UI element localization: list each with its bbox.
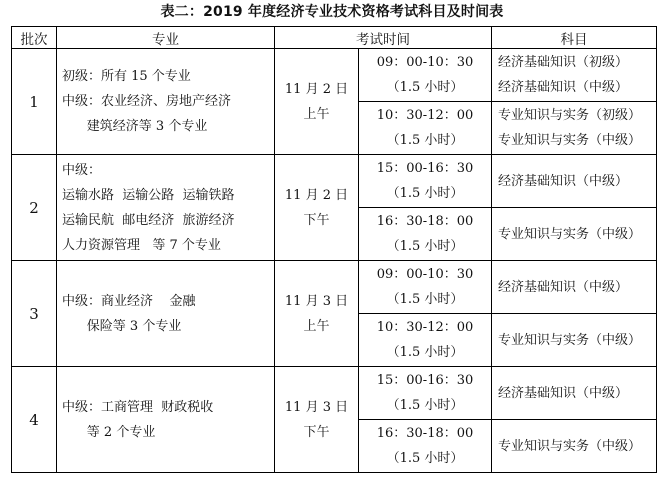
major-line: 等 2 个专业 [62,424,156,440]
exam-date-day: 11 月 2 日 [284,81,349,97]
session-subjects [492,155,657,208]
session-time-range: 15：00-16：30 [376,161,474,176]
session-time [359,155,492,208]
session-subjects [492,102,657,155]
session-subjects [492,261,657,314]
session-time-range: 10：30-12：00 [376,320,474,335]
header-major: 专业 [57,27,275,49]
exam-date [275,261,359,367]
session-time-range: 16：30-18：00 [376,214,474,229]
session-time [359,367,492,420]
batch-majors [57,367,275,473]
session-time [359,261,492,314]
subject-item: 经济基础知识（中级） [498,385,629,401]
major-line: 中级：农业经济、房地产经济 [62,94,232,109]
major-line: 中级：商业经济 金融 [62,293,196,309]
session-time [359,208,492,261]
session-time-range: 09：00-10：30 [376,267,474,282]
exam-date-period: 下午 [303,212,330,228]
batch-number: 2 [12,155,57,261]
subject-item: 专业知识与实务（初级） [498,108,642,123]
session-duration: （1.5 小时） [386,80,464,95]
session-subjects [492,314,657,367]
session-time [359,420,492,473]
header-batch: 批次 [12,27,57,49]
header-exam-time: 考试时间 [275,27,492,49]
exam-date-period: 上午 [303,106,330,122]
exam-date-day: 11 月 3 日 [284,399,349,415]
session-duration: （1.5 小时） [386,239,464,254]
exam-date-period: 下午 [303,424,330,440]
schedule-body [12,49,657,473]
session-time [359,49,492,102]
table-row [12,49,657,102]
exam-date [275,367,359,473]
major-line: 建筑经济等 3 个专业 [62,119,208,134]
table-row [12,367,657,420]
session-time [359,102,492,155]
exam-date-day: 11 月 2 日 [284,187,349,203]
session-time-range: 10：30-12：00 [376,108,474,123]
table-title: 表二：2019 年度经济专业技术资格考试科目及时间表 [160,4,504,20]
table-row [12,155,657,208]
session-time-range: 15：00-16：30 [376,373,474,388]
session-time [359,314,492,367]
major-line: 初级：所有 15 个专业 [62,69,191,84]
subject-item: 专业知识与实务（中级） [498,332,642,348]
session-time-range: 16：30-18：00 [376,426,474,441]
batch-number: 3 [12,261,57,367]
exam-date-period: 上午 [303,318,330,334]
subject-item: 专业知识与实务（中级） [498,133,642,148]
batch-number: 1 [12,49,57,155]
session-duration: （1.5 小时） [386,345,464,360]
major-line: 运输水路 运输公路 运输铁路 [62,187,235,203]
major-line: 保险等 3 个专业 [62,318,182,334]
subject-item: 专业知识与实务（中级） [498,226,642,242]
session-duration: （1.5 小时） [386,186,464,201]
major-line: 人力资源管理 等 7 个专业 [62,237,221,253]
session-subjects [492,208,657,261]
subject-item: 经济基础知识（中级） [498,173,629,189]
session-duration: （1.5 小时） [386,133,464,148]
subject-item: 经济基础知识（中级） [498,80,629,95]
session-subjects [492,367,657,420]
table-row [12,261,657,314]
session-subjects [492,420,657,473]
session-duration: （1.5 小时） [386,451,464,466]
session-duration: （1.5 小时） [386,292,464,307]
major-line: 中级： [62,162,102,178]
batch-number: 4 [12,367,57,473]
session-subjects [492,49,657,102]
exam-schedule-table [11,26,657,473]
exam-date [275,49,359,155]
session-time-range: 09：00-10：30 [376,55,474,70]
batch-majors [57,155,275,261]
subject-item: 专业知识与实务（中级） [498,438,642,454]
header-row [12,27,657,49]
subject-item: 经济基础知识（中级） [498,279,629,295]
session-duration: （1.5 小时） [386,398,464,413]
header-subject: 科目 [492,27,657,49]
exam-date-day: 11 月 3 日 [284,293,349,309]
batch-majors [57,261,275,367]
major-line: 运输民航 邮电经济 旅游经济 [62,212,235,228]
exam-date [275,155,359,261]
subject-item: 经济基础知识（初级） [498,55,629,70]
major-line: 中级：工商管理 财政税收 [62,399,214,415]
batch-majors [57,49,275,155]
